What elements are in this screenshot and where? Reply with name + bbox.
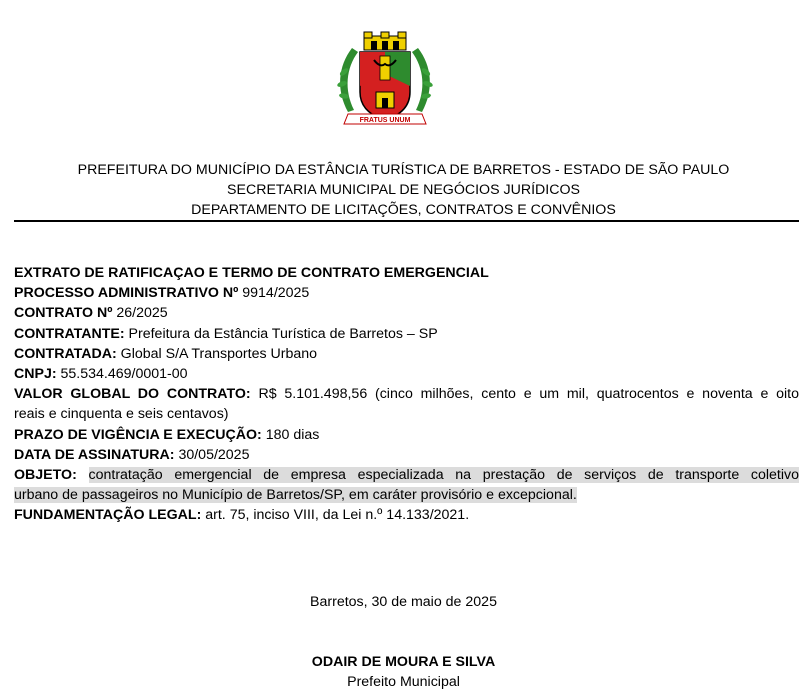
objeto-value: contratação emergencial de empresa especializada na prestação de serviços de transporte coletivo	[88, 467, 799, 484]
contrato-line	[14, 303, 799, 323]
contratante-line	[14, 324, 799, 344]
objeto-label: OBJETO:	[14, 467, 77, 484]
prazo-line	[14, 425, 799, 445]
valor-line-continued: reais e cinquenta e seis centavos)	[14, 406, 229, 423]
cnpj-line	[14, 364, 799, 384]
signatory-name: ODAIR DE MOURA E SILVA	[311, 654, 496, 670]
fundamentacao-value: art. 75, inciso VIII, da Lei n.º 14.133/2021.	[201, 507, 470, 524]
data-assinatura-label: DATA DE ASSINATURA:	[14, 446, 175, 463]
extract-body	[14, 263, 799, 526]
contratante-label: CONTRATANTE:	[14, 325, 125, 342]
contratada-label: CONTRATADA:	[14, 345, 117, 362]
valor-value: R$ 5.101.498,56 (cinco milhões, cento e um mil, quatrocentos e noventa e oito	[250, 386, 799, 403]
cnpj-label: CNPJ:	[14, 366, 57, 383]
prazo-label: PRAZO DE VIGÊNCIA E EXECUÇÃO:	[14, 426, 262, 443]
header-line-2: SECRETARIA MUNICIPAL DE NEGÓCIOS JURÍDICOS	[227, 182, 580, 198]
header-divider	[14, 220, 799, 222]
contrato-value: 26/2025	[112, 305, 168, 322]
processo-label: PROCESSO ADMINISTRATIVO Nº	[14, 285, 239, 302]
contratada-line	[14, 344, 799, 364]
header-line-3: DEPARTAMENTO DE LICITAÇÕES, CONTRATOS E CONVÊNIOS	[191, 202, 616, 218]
signatory-role: Prefeito Municipal	[347, 674, 460, 690]
objeto-line-continued: urbano de passageiros no Município de Barretos/SP, em caráter provisório e excepcional.	[14, 487, 577, 504]
valor-line	[14, 384, 799, 404]
contrato-label: CONTRATO Nº	[14, 305, 113, 322]
cnpj-value: 55.534.469/0001-00	[56, 366, 188, 383]
valor-label: VALOR GLOBAL DO CONTRATO:	[14, 386, 251, 403]
data-assinatura-value: 30/05/2025	[174, 446, 250, 463]
processo-value: 9914/2025	[238, 285, 310, 302]
header-line-1: PREFEITURA DO MUNICÍPIO DA ESTÂNCIA TURÍSTICA DE BARRETOS - ESTADO DE SÃO PAULO	[77, 162, 730, 178]
fundamentacao-label: FUNDAMENTAÇÃO LEGAL:	[14, 507, 202, 524]
processo-line	[14, 283, 799, 303]
prazo-value: 180 dias	[261, 426, 320, 443]
contratante-value: Prefeitura da Estância Turística de Barretos – SP	[124, 325, 438, 342]
coat-of-arms-logo	[330, 28, 440, 132]
data-assinatura-line	[14, 445, 799, 465]
contratada-value: Global S/A Transportes Urbano	[116, 345, 318, 362]
crest-motto: FRATUS UNUM	[359, 117, 411, 124]
objeto-line	[14, 465, 799, 485]
fundamentacao-line	[14, 505, 799, 525]
place-date: Barretos, 30 de maio de 2025	[310, 594, 497, 610]
extract-title: EXTRATO DE RATIFICAÇAO E TERMO DE CONTRATO EMERGENCIAL	[14, 265, 489, 281]
